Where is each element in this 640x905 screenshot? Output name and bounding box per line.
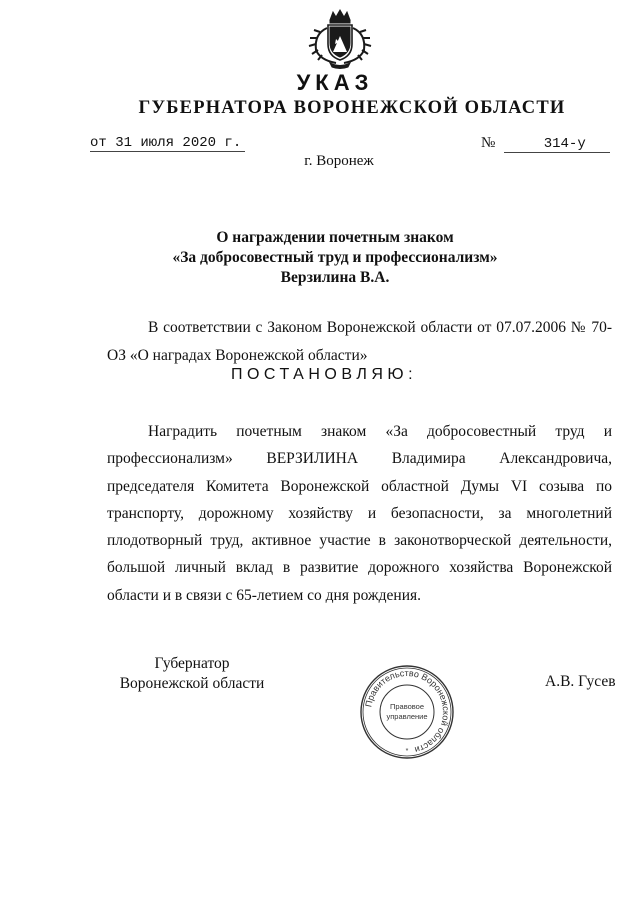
date-line (90, 135, 245, 151)
decree-number: 314-у (504, 136, 610, 153)
document-type-title: УКАЗ (296, 70, 374, 95)
decree-resolution-word: ПОСТАНОВЛЯЮ: (230, 366, 418, 383)
stamp-inner-line-1: Правовое (389, 702, 425, 711)
decree-date: от 31 июля 2020 г. (90, 135, 245, 152)
official-stamp (357, 662, 457, 762)
decree-number-line (481, 135, 610, 153)
stamp-inner-line-2: управление (386, 712, 428, 721)
signatory-name: А.В. Гусев (545, 673, 616, 690)
signatory-position (107, 654, 277, 694)
stamp-star: * (405, 748, 409, 755)
number-label: № (481, 135, 496, 151)
position-line-2: Воронежской области (119, 675, 265, 692)
stamp-outer-text: Правительство Воронежской области (363, 667, 452, 756)
award-paragraph: Наградить почетным знаком «За добросовестный труд и профессионализм» ВЕРЗИЛИНА Владимира Александровича, председателя Комитета Воронежской областной Думы VI созыва по транспорту, дорожному хозяйству и безопасности, за многолетний плодотворный труд, активное участие в законотворческой деятельности, большой личный вклад в развитие дорожного хозяйства Воронежской области и в связи с 65-летием со дня рождения. (107, 423, 612, 604)
position-line-1: Губернатор (154, 655, 230, 672)
decree-subject (0, 228, 640, 288)
subject-line-3: Верзилина В.А. (280, 269, 390, 286)
city-label: г. Воронеж (304, 153, 374, 169)
coat-of-arms-emblem (300, 8, 380, 70)
subject-line-2: «За добросовестный труд и профессионализм» (172, 249, 498, 266)
legal-basis-paragraph: В соответствии с Законом Воронежской области от 07.07.2006 № 70-ОЗ «О наградах Воронежской области» (107, 319, 612, 364)
subject-line-1: О награждении почетным знаком (216, 229, 454, 246)
issuer-title: ГУБЕРНАТОРА ВОРОНЕЖСКОЙ ОБЛАСТИ (138, 98, 566, 118)
